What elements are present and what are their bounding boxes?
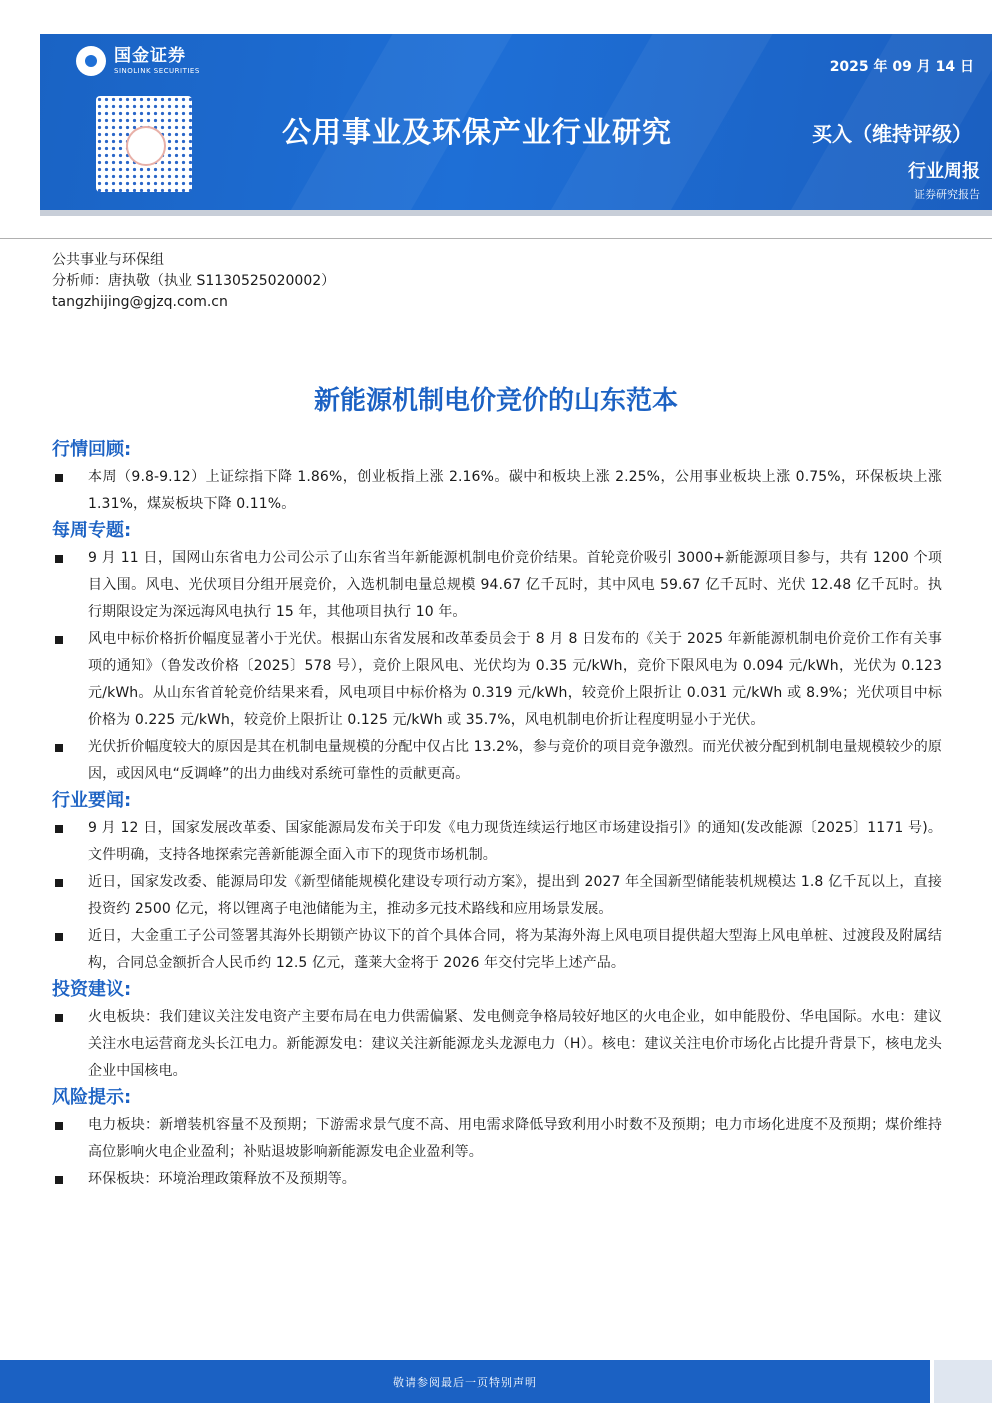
section-investment-advice <box>52 978 942 1085</box>
company-logo <box>76 44 236 78</box>
section-heading: 每周专题: <box>52 520 132 541</box>
list-item: 光伏折价幅度较大的原因是其在机制电量规模的分配中仅占比 13.2%，参与竞价的项目竞争激烈。而光伏被分配到机制电量规模较少的原因，或因风电“反调峰”的出力曲线对系统可靠性的贡献更高。 <box>52 734 942 788</box>
list-item: 9 月 12 日，国家发展改革委、国家能源局发布关于印发《电力现货连续运行地区市场建设指引》的通知(发改能源〔2025〕1171 号)。文件明确，支持各地探索完善新能源全面入市下的现货市场机制。 <box>52 815 942 869</box>
analyst-name: 分析师：唐执敬（执业 S1130525020002） <box>52 273 336 289</box>
document-title: 新能源机制电价竞价的山东范本 <box>313 386 678 416</box>
report-type: 行业周报 <box>908 161 980 182</box>
analyst-info <box>52 250 335 313</box>
footer-bar <box>0 1360 930 1403</box>
list-item: 环保板块：环境治理政策释放不及预期等。 <box>52 1166 942 1193</box>
report-body <box>52 438 942 1194</box>
section-heading: 行情回顾: <box>52 439 132 460</box>
list-item: 电力板块：新增装机容量不及预期；下游需求景气度不高、用电需求降低导致利用小时数不及预期；电力市场化进度不及预期；煤价维持高位影响火电企业盈利；补贴退坡影响新能源发电企业盈利等。 <box>52 1112 942 1166</box>
section-market-review <box>52 438 942 518</box>
section-risk-warning <box>52 1086 942 1193</box>
section-industry-news <box>52 789 942 977</box>
logo-mark-icon <box>76 46 106 76</box>
list-item: 9 月 11 日，国网山东省电力公司公示了山东省当年新能源机制电价竞价结果。首轮竞价吸引 3000+新能源项目参与，共有 1200 个项目入围。风电、光伏项目分组开展竞价，入选机制电量总规模 94.67 亿千瓦时，其中风电 59.67 亿千瓦时、光伏 12.48 亿千瓦时。执行期限设定为深远海风电执行 15 年，其他项目执行 10 年。 <box>52 545 942 626</box>
footer-disclaimer: 敬请参阅最后一页特别声明 <box>393 1376 537 1389</box>
analyst-group: 公共事业与环保组 <box>52 252 164 268</box>
report-date: 2025 年 09 月 14 日 <box>829 59 974 75</box>
footer-end-block <box>934 1360 992 1403</box>
section-heading: 行业要闻: <box>52 790 132 811</box>
list-item: 风电中标价格折价幅度显著小于光伏。根据山东省发展和改革委员会于 8 月 8 日发布的《关于 2025 年新能源机制电价竞价工作有关事项的通知》（鲁发改价格〔2025〕578 号），竞价上限风电、光伏均为 0.35 元/kWh，竞价下限风电为 0.094 元/kWh，光伏为 0.123 元/kWh。从山东省首轮竞价结果来看，风电项目中标价格为 0.319 元/kWh，较竞价上限折让 0.031 元/kWh 或 8.9%；光伏项目中标价格为 0.225 元/kWh，较竞价上限折让 0.125 元/kWh 或 35.7%，风电机制电价折让程度明显小于光伏。 <box>52 626 942 734</box>
section-heading: 风险提示: <box>52 1087 132 1108</box>
qr-center-logo-icon <box>126 126 166 166</box>
analyst-email[interactable]: tangzhijing@gjzq.com.cn <box>52 294 228 310</box>
list-item: 本周（9.8-9.12）上证综指下降 1.86%，创业板指上涨 2.16%。碳中和板块上涨 2.25%，公用事业板块上涨 0.75%，环保板块上涨 1.31%，煤炭板块下降 0.11%。 <box>52 464 942 518</box>
list-item: 近日，国家发改委、能源局印发《新型储能规模化建设专项行动方案》，提出到 2027 年全国新型储能装机规模达 1.8 亿千瓦以上，直接投资约 2500 亿元，将以锂离子电池储能为主，推动多元技术路线和应用场景发展。 <box>52 869 942 923</box>
report-subtitle: 证券研究报告 <box>914 188 980 201</box>
list-item: 火电板块：我们建议关注发电资产主要布局在电力供需偏紧、发电侧竞争格局较好地区的火电企业，如申能股份、华电国际。水电：建议关注水电运营商龙头长江电力。新能源发电：建议关注新能源龙头龙源电力（H）。核电：建议关注电价市场化占比提升背景下，核电龙头企业中国核电。 <box>52 1004 942 1085</box>
header-divider <box>0 238 992 239</box>
banner-shade <box>40 210 992 216</box>
section-heading: 投资建议: <box>52 979 132 1000</box>
logo-cn: 国金证券 <box>114 45 186 66</box>
report-title: 公用事业及环保产业行业研究 <box>282 115 673 149</box>
logo-en: SINOLINK SECURITIES <box>114 66 200 75</box>
section-weekly-topic <box>52 519 942 788</box>
rating: 买入（维持评级） <box>812 122 972 146</box>
list-item: 近日，大金重工子公司签署其海外长期锁产协议下的首个具体合同，将为某海外海上风电项目提供超大型海上风电单桩、过渡段及附属结构，合同总金额折合人民币约 12.5 亿元，蓬莱大金将于 2026 年交付完毕上述产品。 <box>52 923 942 977</box>
